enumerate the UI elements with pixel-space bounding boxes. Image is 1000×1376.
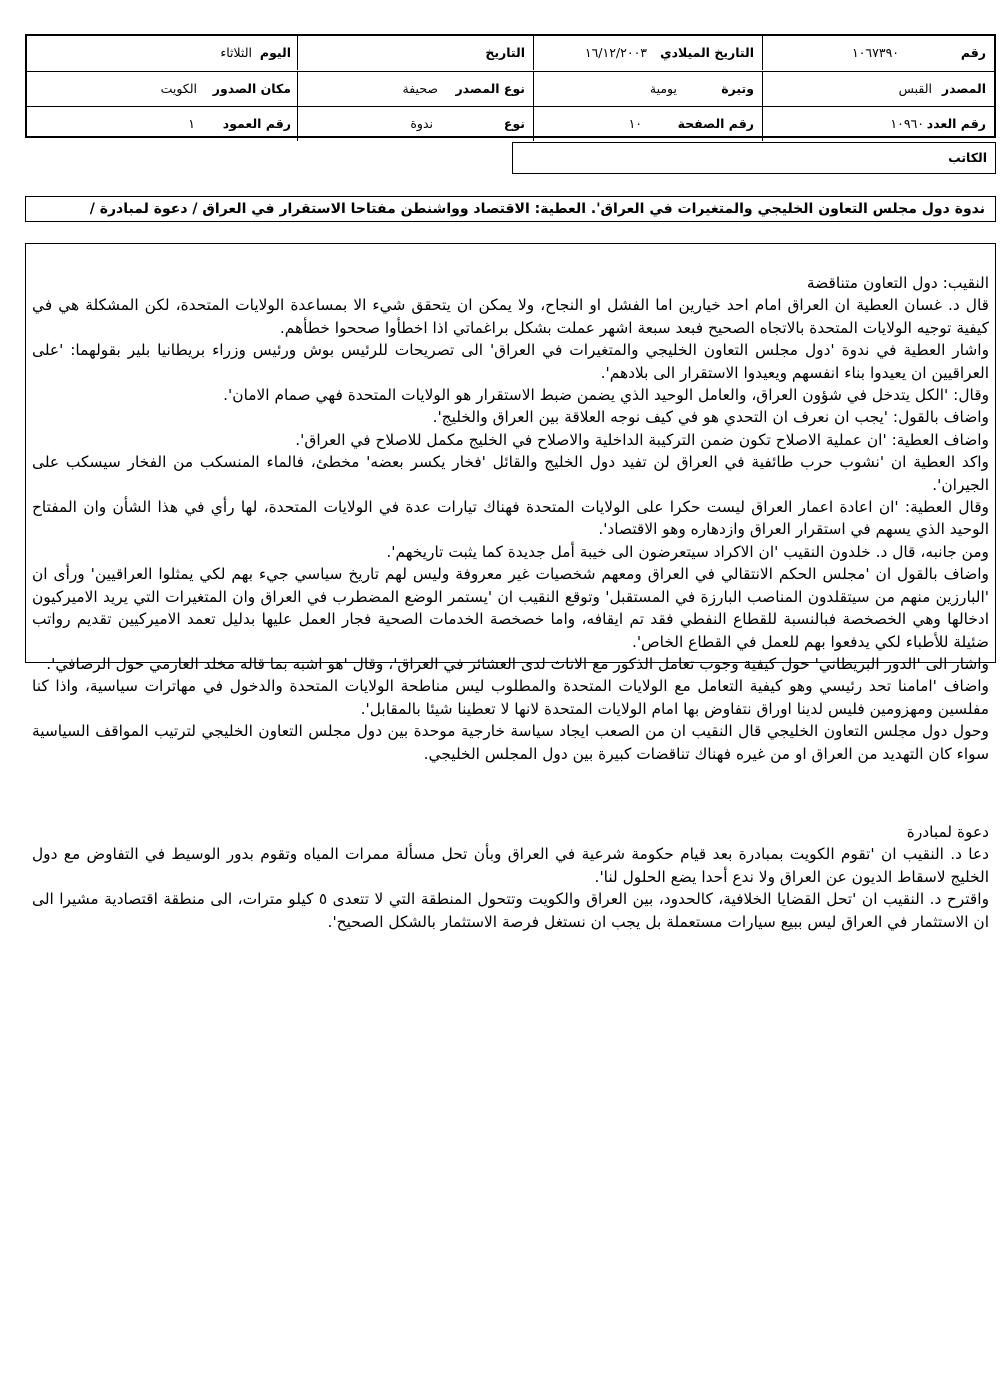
paragraph: ومن جانبه، قال د. خلدون النقيب 'ان الاكراد سيتعرضون الى خيبة أمل جديدة كما يثبت تاريخهم'.	[386, 542, 989, 561]
day-value: الثلاثاء	[220, 45, 252, 60]
number-cell	[762, 36, 994, 70]
publication-place-label: مكان الصدور	[212, 81, 291, 96]
frequency-cell	[533, 72, 762, 106]
author-label: الكاتب	[948, 150, 987, 165]
paragraph: وحول دول مجلس التعاون الخليجي قال النقيب ان من الصعب ايجاد سياسة خارجية موحدة بين دول مجلس التعاون الخليجي لترتيب المواقف السياسية سواء كان التهديد من العراق او من غيره فهناك تناقضات كبيرة بين دول المجلس الخليجي.	[32, 722, 989, 763]
author-field	[512, 142, 996, 174]
day-label: اليوم	[259, 45, 291, 60]
issue-number-value: ١٠٩٦٠	[890, 116, 924, 131]
paragraph: واضاف بالقول: 'يجب ان نعرف ان التحدي هو في كيف نوجه العلاقة بين العراق والخليج'.	[432, 408, 989, 427]
hijri-date-cell	[297, 36, 533, 70]
paragraph: قال د. غسان العطية ان العراق امام احد خيارين اما الفشل او النجاح، ولا يمكن ان يتحقق شيء الا بمساعدة الولايات المتحدة، لكن المشكلة هي في كيفية توجيه الولايات المتحدة بالاتجاه الصحيح فبعد سبعة اشهر عملت بشكل براغماتي اذا اخطأوا صححوا خطأهم.	[32, 296, 989, 337]
source-type-label: نوع المصدر	[455, 81, 525, 96]
page-number-label: رقم الصفحة	[677, 116, 754, 131]
column-number-label: رقم العمود	[222, 116, 291, 131]
paragraph: دعا د. النقيب ان 'تقوم الكويت بمبادرة بعد قيام حكومة شرعية في العراق وبأن تحل مسألة ممرات المياه وتقوم بدور الوسيط في التفاوض مع دول الخليج لاسقاط الديون عن العراق ولا ندع أحدا يضع الحلول لنا'.	[32, 845, 989, 886]
paragraph: واضاف بالقول ان 'مجلس الحكم الانتقالي في العراق ومعهم شخصيات غير معروفة وليس لهم تاريخ سياسي جيء بهم لكي يمثلوا العراقيين' ورأى ان 'البارزين منهم من سيتقلدون المناصب البارزة في المستقبل' وتوقع النقيب ان 'يستمر الوضع المضطرب في العراق وان المتغيرات التي يريد الاميركيون ادخالها وهي الخصخصة فبالنسبة للقطاع النفطي فقد تم ايقافه، واما خصخصة الخدمات الصحية فجار العمل عليها بدليل تعمد الاميركيين تقديم رواتب ضئيلة للأطباء لكي يدفعوا بهم للعمل في القطاع الخاص'.	[32, 565, 989, 651]
type-label: نوع	[503, 116, 525, 131]
frequency-value: يومية	[649, 81, 677, 96]
source-value: القبس	[898, 81, 932, 96]
gregorian-date-cell	[533, 36, 762, 70]
paragraph: واشار العطية في ندوة 'دول مجلس التعاون الخليجي والمتغيرات في العراق' الى تصريحات للرئيس بوش ورئيس وزراء بريطانيا بلير بقولهما: 'على العراقيين ان يعيدوا بناء انفسهم ويعيدوا الاستقرار الى بلادهم'.	[32, 341, 989, 382]
issue-number-label: رقم العدد	[926, 116, 986, 131]
paragraph: وقال العطية: 'ان اعادة اعمار العراق ليست حكرا على الولايات المتحدة فهناك تيارات عدة في الولايات المتحدة، لها رأي في هذا الشأن وان المفتاح الوحيد الذي يسهم في استقرار العراق وازدهاره وهو الاقتصاد'.	[32, 498, 989, 539]
metadata-row-1	[27, 36, 994, 70]
subheading: النقيب: دول التعاون متناقضة	[806, 274, 989, 292]
gregorian-date-label: التاريخ الميلادي	[660, 45, 754, 60]
source-type-cell	[297, 72, 533, 106]
column-number-value: ١	[188, 116, 195, 131]
paragraph: واقترح د. النقيب ان 'تحل القضايا الخلافية، كالحدود، بين العراق والكويت وتتحول المنطقة التي لا تتعدى ٥ كيلو مترات، الى منطقة اقتصادية مشيرا الى ان الاستثمار في العراق ليس ببيع سيارات مستعملة بل يجب ان نستغل فرصة الاستثمار بالشكل الصحيح'.	[32, 890, 989, 931]
source-label: المصدر	[941, 81, 986, 96]
article-title-text: ندوة دول مجلس التعاون الخليجي والمتغيرات في العراق'. العطية: الاقتصاد وواشنطن مفتاحا الاستقرار في العراق / دعوة لمبادرة /	[89, 201, 985, 217]
article-body	[25, 243, 996, 931]
metadata-row-3	[27, 106, 994, 141]
metadata-row-2	[27, 71, 994, 106]
publication-place-cell	[25, 72, 297, 106]
column-number-cell	[25, 107, 297, 141]
issue-number-cell	[762, 107, 994, 141]
source-type-value: صحيفة	[402, 81, 438, 96]
type-cell	[297, 107, 533, 141]
publication-place-value: الكويت	[160, 81, 197, 96]
paragraph: واكد العطية ان 'نشوب حرب طائفية في العراق لن تفيد دول الخليج والقائل 'فخار يكسر بعضه' مخطئ، فالماء المنسكب من الفخار سيسكب على الجيران'.	[32, 453, 989, 494]
subheading: دعوة لمبادرة	[906, 822, 989, 841]
page-number-value: ١٠	[628, 116, 642, 131]
paragraph: واضاف 'امامنا تحد رئيسي وهو كيفية التعامل مع الولايات المتحدة والمطلوب ليس مناطحة الولايات المتحدة والدخول في مهاترات سياسية، واذا كنا مفلسين ومهزومين فليس لدينا اوراق نتفاوض بها امام الولايات المتحدة لانها لا تعطينا شيئا بالمقابل'.	[32, 677, 989, 718]
frequency-label: وتيرة	[721, 81, 754, 96]
metadata-table	[25, 34, 996, 138]
type-value: ندوة	[410, 116, 433, 131]
paragraph: واشار الى 'الدور البريطاني' حول كيفية وجوب تعامل الذكور مع الاناث لدى العشائر في العراق'، وقال 'هو اشبه بما قاله مخلد العازمي حول الرصافي'.	[46, 654, 989, 673]
paragraph: واضاف العطية: 'ان عملية الاصلاح تكون ضمن التركيبة الداخلية والاصلاح في الخليج مكمل للاصلاح في العراق'.	[295, 430, 989, 449]
gregorian-date-value: ١٦/١٢/٢٠٠٣	[584, 45, 647, 60]
paragraph: وقال: 'الكل يتدخل في شؤون العراق، والعامل الوحيد الذي يضمن ضبط الاستقرار هو الولايات المتحدة فهي صمام الامان'.	[223, 386, 989, 405]
day-cell	[25, 36, 297, 70]
number-label: رقم	[960, 45, 986, 60]
hijri-date-label: التاريخ	[485, 45, 525, 60]
source-cell	[762, 72, 994, 106]
page-number-cell	[533, 107, 762, 141]
article-title	[25, 196, 996, 222]
number-value: ١٠٦٧٣٩٠	[852, 45, 899, 60]
